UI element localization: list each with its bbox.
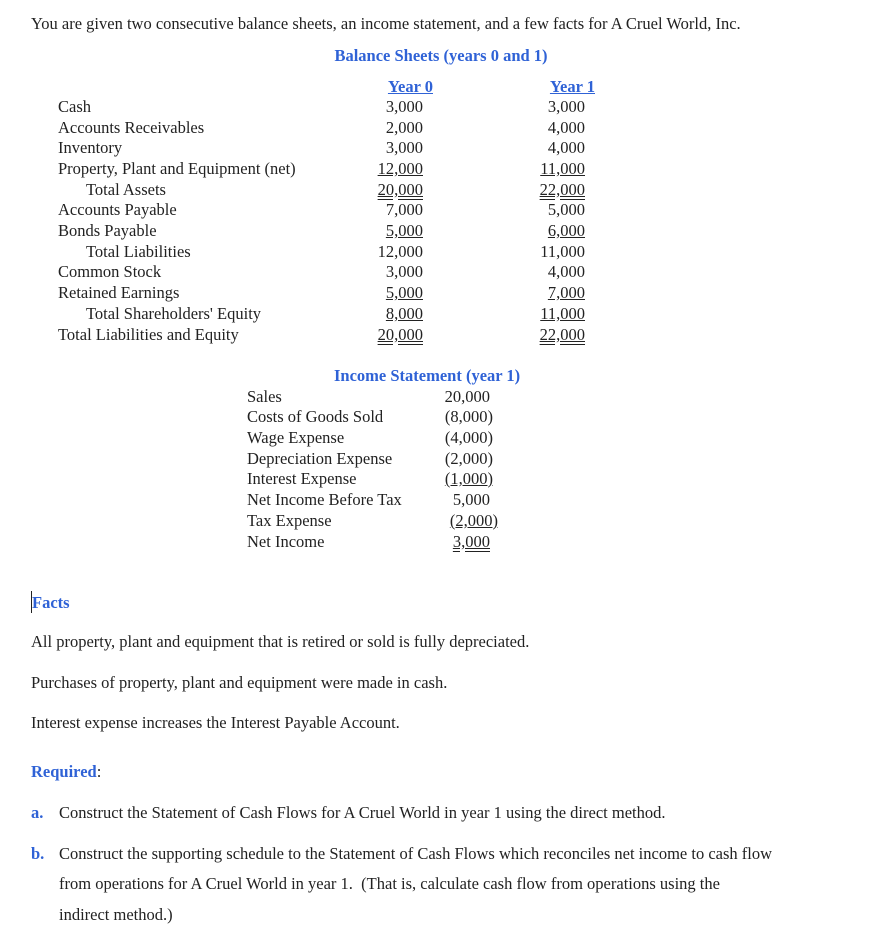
bs-y0-common-stock: 3,000 (385, 262, 423, 281)
bs-label-inventory: Inventory (58, 138, 123, 157)
bs-y1-bonds-payable: 6,000 (547, 221, 585, 240)
balance-sheet-title: Balance Sheets (years 0 and 1) (334, 46, 548, 65)
bs-y1-total-liabilities-equity: 22,000 (539, 325, 585, 344)
bs-y1-total-assets: 22,000 (539, 180, 585, 199)
income-statement-title: Income Statement (year 1) (334, 366, 521, 385)
item-b-line-3: indirect method.) (59, 905, 173, 924)
bs-label-receivables: Accounts Receivables (58, 118, 205, 137)
required-colon: : (96, 762, 102, 781)
bs-y0-cash: 3,000 (385, 97, 423, 116)
bs-y1-total-liabilities: 11,000 (540, 242, 585, 261)
bs-label-total-assets: Total Assets (86, 180, 166, 199)
bs-y1-ppe: 11,000 (540, 159, 585, 178)
bs-y0-total-liabilities-equity: 20,000 (377, 325, 423, 344)
is-label-sales: Sales (247, 387, 282, 406)
item-b-marker: b. (31, 844, 45, 863)
is-label-tax: Tax Expense (247, 511, 332, 530)
bs-y1-accounts-payable: 5,000 (547, 200, 585, 219)
fact-item: All property, plant and equipment that is retired or sold is fully depreciated. (31, 632, 530, 651)
year0-header: Year 0 (387, 77, 433, 96)
is-label-nibt: Net Income Before Tax (247, 490, 402, 509)
bs-label-cash: Cash (58, 97, 91, 116)
is-value-depreciation: (2,000) (444, 449, 493, 468)
item-a-text: Construct the Statement of Cash Flows for A Cruel World in year 1 using the direct method. (59, 803, 666, 822)
facts-heading: Facts (32, 593, 70, 612)
is-value-wage: (4,000) (444, 428, 493, 447)
bs-y0-receivables: 2,000 (385, 118, 423, 137)
bs-label-total-liabilities: Total Liabilities (86, 242, 191, 261)
required-heading: Required (31, 762, 97, 781)
item-a-marker: a. (31, 803, 44, 822)
is-label-net-income: Net Income (247, 532, 325, 551)
bs-y1-total-equity: 11,000 (540, 304, 585, 323)
bs-y1-inventory: 4,000 (547, 138, 585, 157)
is-label-interest: Interest Expense (247, 469, 357, 488)
bs-y0-ppe: 12,000 (377, 159, 423, 178)
item-b-line-2: from operations for A Cruel World in year 1. (That is, calculate cash flow from operations using the (59, 874, 720, 893)
year1-header: Year 1 (549, 77, 595, 96)
is-value-interest: (1,000) (444, 469, 493, 488)
is-label-wage: Wage Expense (247, 428, 345, 447)
bs-label-total-equity: Total Shareholders' Equity (86, 304, 262, 323)
bs-y0-accounts-payable: 7,000 (385, 200, 423, 219)
fact-item: Purchases of property, plant and equipment were made in cash. (31, 673, 448, 692)
is-value-net-income: 3,000 (452, 532, 490, 551)
bs-y0-total-assets: 20,000 (377, 180, 423, 199)
bs-label-common-stock: Common Stock (58, 262, 162, 281)
bs-label-accounts-payable: Accounts Payable (58, 200, 177, 219)
bs-y0-total-liabilities: 12,000 (377, 242, 423, 261)
bs-label-bonds-payable: Bonds Payable (58, 221, 157, 240)
is-value-nibt: 5,000 (452, 490, 490, 509)
intro-text: You are given two consecutive balance sheets, an income statement, and a few facts for A Cruel World, Inc. (31, 14, 741, 33)
bs-y0-retained-earnings: 5,000 (385, 283, 423, 302)
required-heading-line (31, 762, 101, 782)
is-value-cogs: (8,000) (444, 407, 493, 426)
bs-y0-inventory: 3,000 (385, 138, 423, 157)
item-b-line-1: Construct the supporting schedule to the Statement of Cash Flows which reconciles net income to cash flow (59, 844, 773, 863)
is-value-tax: (2,000) (449, 511, 498, 530)
bs-y0-bonds-payable: 5,000 (385, 221, 423, 240)
bs-label-ppe: Property, Plant and Equipment (net) (58, 159, 296, 178)
is-value-sales: 20,000 (444, 387, 490, 406)
bs-y1-receivables: 4,000 (547, 118, 585, 137)
bs-y1-cash: 3,000 (547, 97, 585, 116)
is-label-cogs: Costs of Goods Sold (247, 407, 384, 426)
bs-y0-total-equity: 8,000 (385, 304, 423, 323)
bs-y1-retained-earnings: 7,000 (547, 283, 585, 302)
bs-label-retained-earnings: Retained Earnings (58, 283, 180, 302)
bs-label-total-liabilities-equity: Total Liabilities and Equity (58, 325, 239, 344)
is-label-depreciation: Depreciation Expense (247, 449, 393, 468)
fact-item: Interest expense increases the Interest Payable Account. (31, 713, 400, 732)
bs-y1-common-stock: 4,000 (547, 262, 585, 281)
